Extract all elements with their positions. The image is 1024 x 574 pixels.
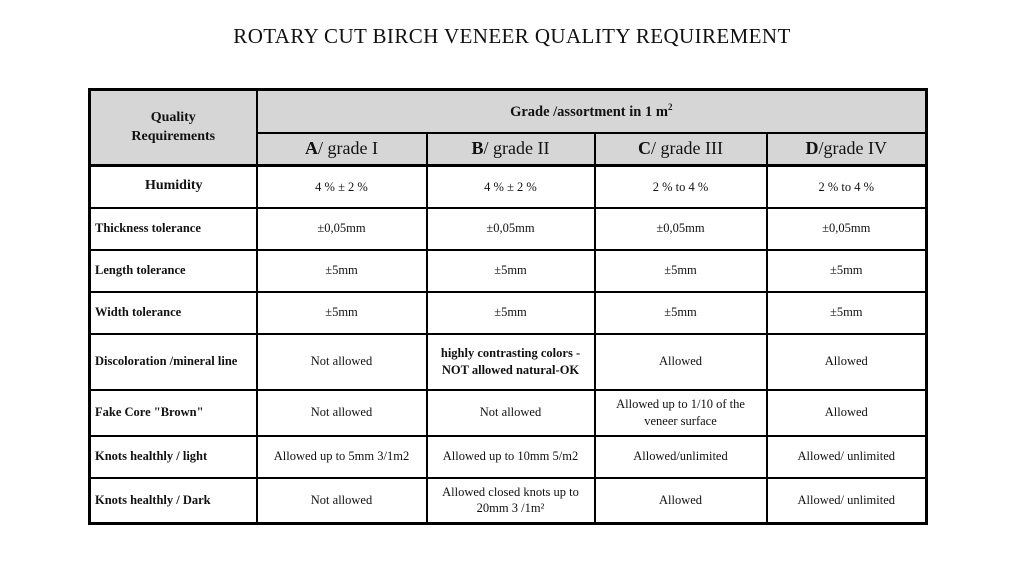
row-label: Knots healthly / light xyxy=(90,436,257,478)
quality-table-container xyxy=(88,88,928,525)
cell-value: ±0,05mm xyxy=(767,208,927,250)
row-label: Fake Core "Brown" xyxy=(90,390,257,436)
row-label: Knots healthly / Dark xyxy=(90,478,257,524)
cell-value: Allowed up to 10mm 5/m2 xyxy=(427,436,595,478)
grade-header-d: D/grade IV xyxy=(767,133,927,166)
cell-value: Allowed xyxy=(767,334,927,390)
cell-value: ±5mm xyxy=(257,292,427,334)
cell-value: ±5mm xyxy=(257,250,427,292)
cell-value: Allowed/ unlimited xyxy=(767,478,927,524)
cell-value: Allowed up to 5mm 3/1m2 xyxy=(257,436,427,478)
table-row xyxy=(90,208,927,250)
corner-header-line1: Quality xyxy=(150,109,196,125)
cell-value: Not allowed xyxy=(257,478,427,524)
group-header-superscript: 2 xyxy=(667,101,673,112)
cell-value: ±5mm xyxy=(767,250,927,292)
table-row xyxy=(90,334,927,390)
table-row xyxy=(90,166,927,208)
cell-value: Not allowed xyxy=(257,334,427,390)
grade-header-c: C/ grade III xyxy=(595,133,767,166)
cell-value: ±5mm xyxy=(427,250,595,292)
corner-header xyxy=(90,90,257,166)
table-row xyxy=(90,478,927,524)
row-label: Length tolerance xyxy=(90,250,257,292)
cell-value: ±0,05mm xyxy=(595,208,767,250)
table-row xyxy=(90,250,927,292)
cell-value: 2 % to 4 % xyxy=(595,166,767,208)
cell-value: Allowed up to 1/10 of the veneer surface xyxy=(595,390,767,436)
cell-value: Not allowed xyxy=(427,390,595,436)
cell-value: Allowed xyxy=(595,334,767,390)
cell-value: highly contrasting colors - NOT allowed natural-OK xyxy=(427,334,595,390)
grade-header-a: A/ grade I xyxy=(257,133,427,166)
row-label: Humidity xyxy=(90,166,257,208)
row-label: Width tolerance xyxy=(90,292,257,334)
cell-value: Allowed/ unlimited xyxy=(767,436,927,478)
cell-value: 2 % to 4 % xyxy=(767,166,927,208)
group-header-text: Grade /assortment in 1 m xyxy=(510,103,668,120)
cell-value: Allowed xyxy=(767,390,927,436)
cell-value: ±0,05mm xyxy=(257,208,427,250)
cell-value: ±5mm xyxy=(767,292,927,334)
group-header xyxy=(257,90,927,133)
cell-value: Allowed closed knots up to 20mm 3 /1m² xyxy=(427,478,595,524)
row-label: Discoloration /mineral line xyxy=(90,334,257,390)
cell-value: Allowed/unlimited xyxy=(595,436,767,478)
cell-value: ±5mm xyxy=(595,250,767,292)
cell-value: ±0,05mm xyxy=(427,208,595,250)
row-label: Thickness tolerance xyxy=(90,208,257,250)
cell-value: ±5mm xyxy=(427,292,595,334)
corner-header-line2: Requirements xyxy=(131,128,216,144)
cell-value: 4 % ± 2 % xyxy=(257,166,427,208)
cell-value: ±5mm xyxy=(595,292,767,334)
cell-value: Allowed xyxy=(595,478,767,524)
page-title: ROTARY CUT BIRCH VENEER QUALITY REQUIREMENT xyxy=(233,24,791,48)
table-row xyxy=(90,292,927,334)
cell-value: 4 % ± 2 % xyxy=(427,166,595,208)
grade-header-b: B/ grade II xyxy=(427,133,595,166)
cell-value: Not allowed xyxy=(257,390,427,436)
quality-requirements-table xyxy=(88,88,928,525)
table-row xyxy=(90,436,927,478)
table-row xyxy=(90,390,927,436)
